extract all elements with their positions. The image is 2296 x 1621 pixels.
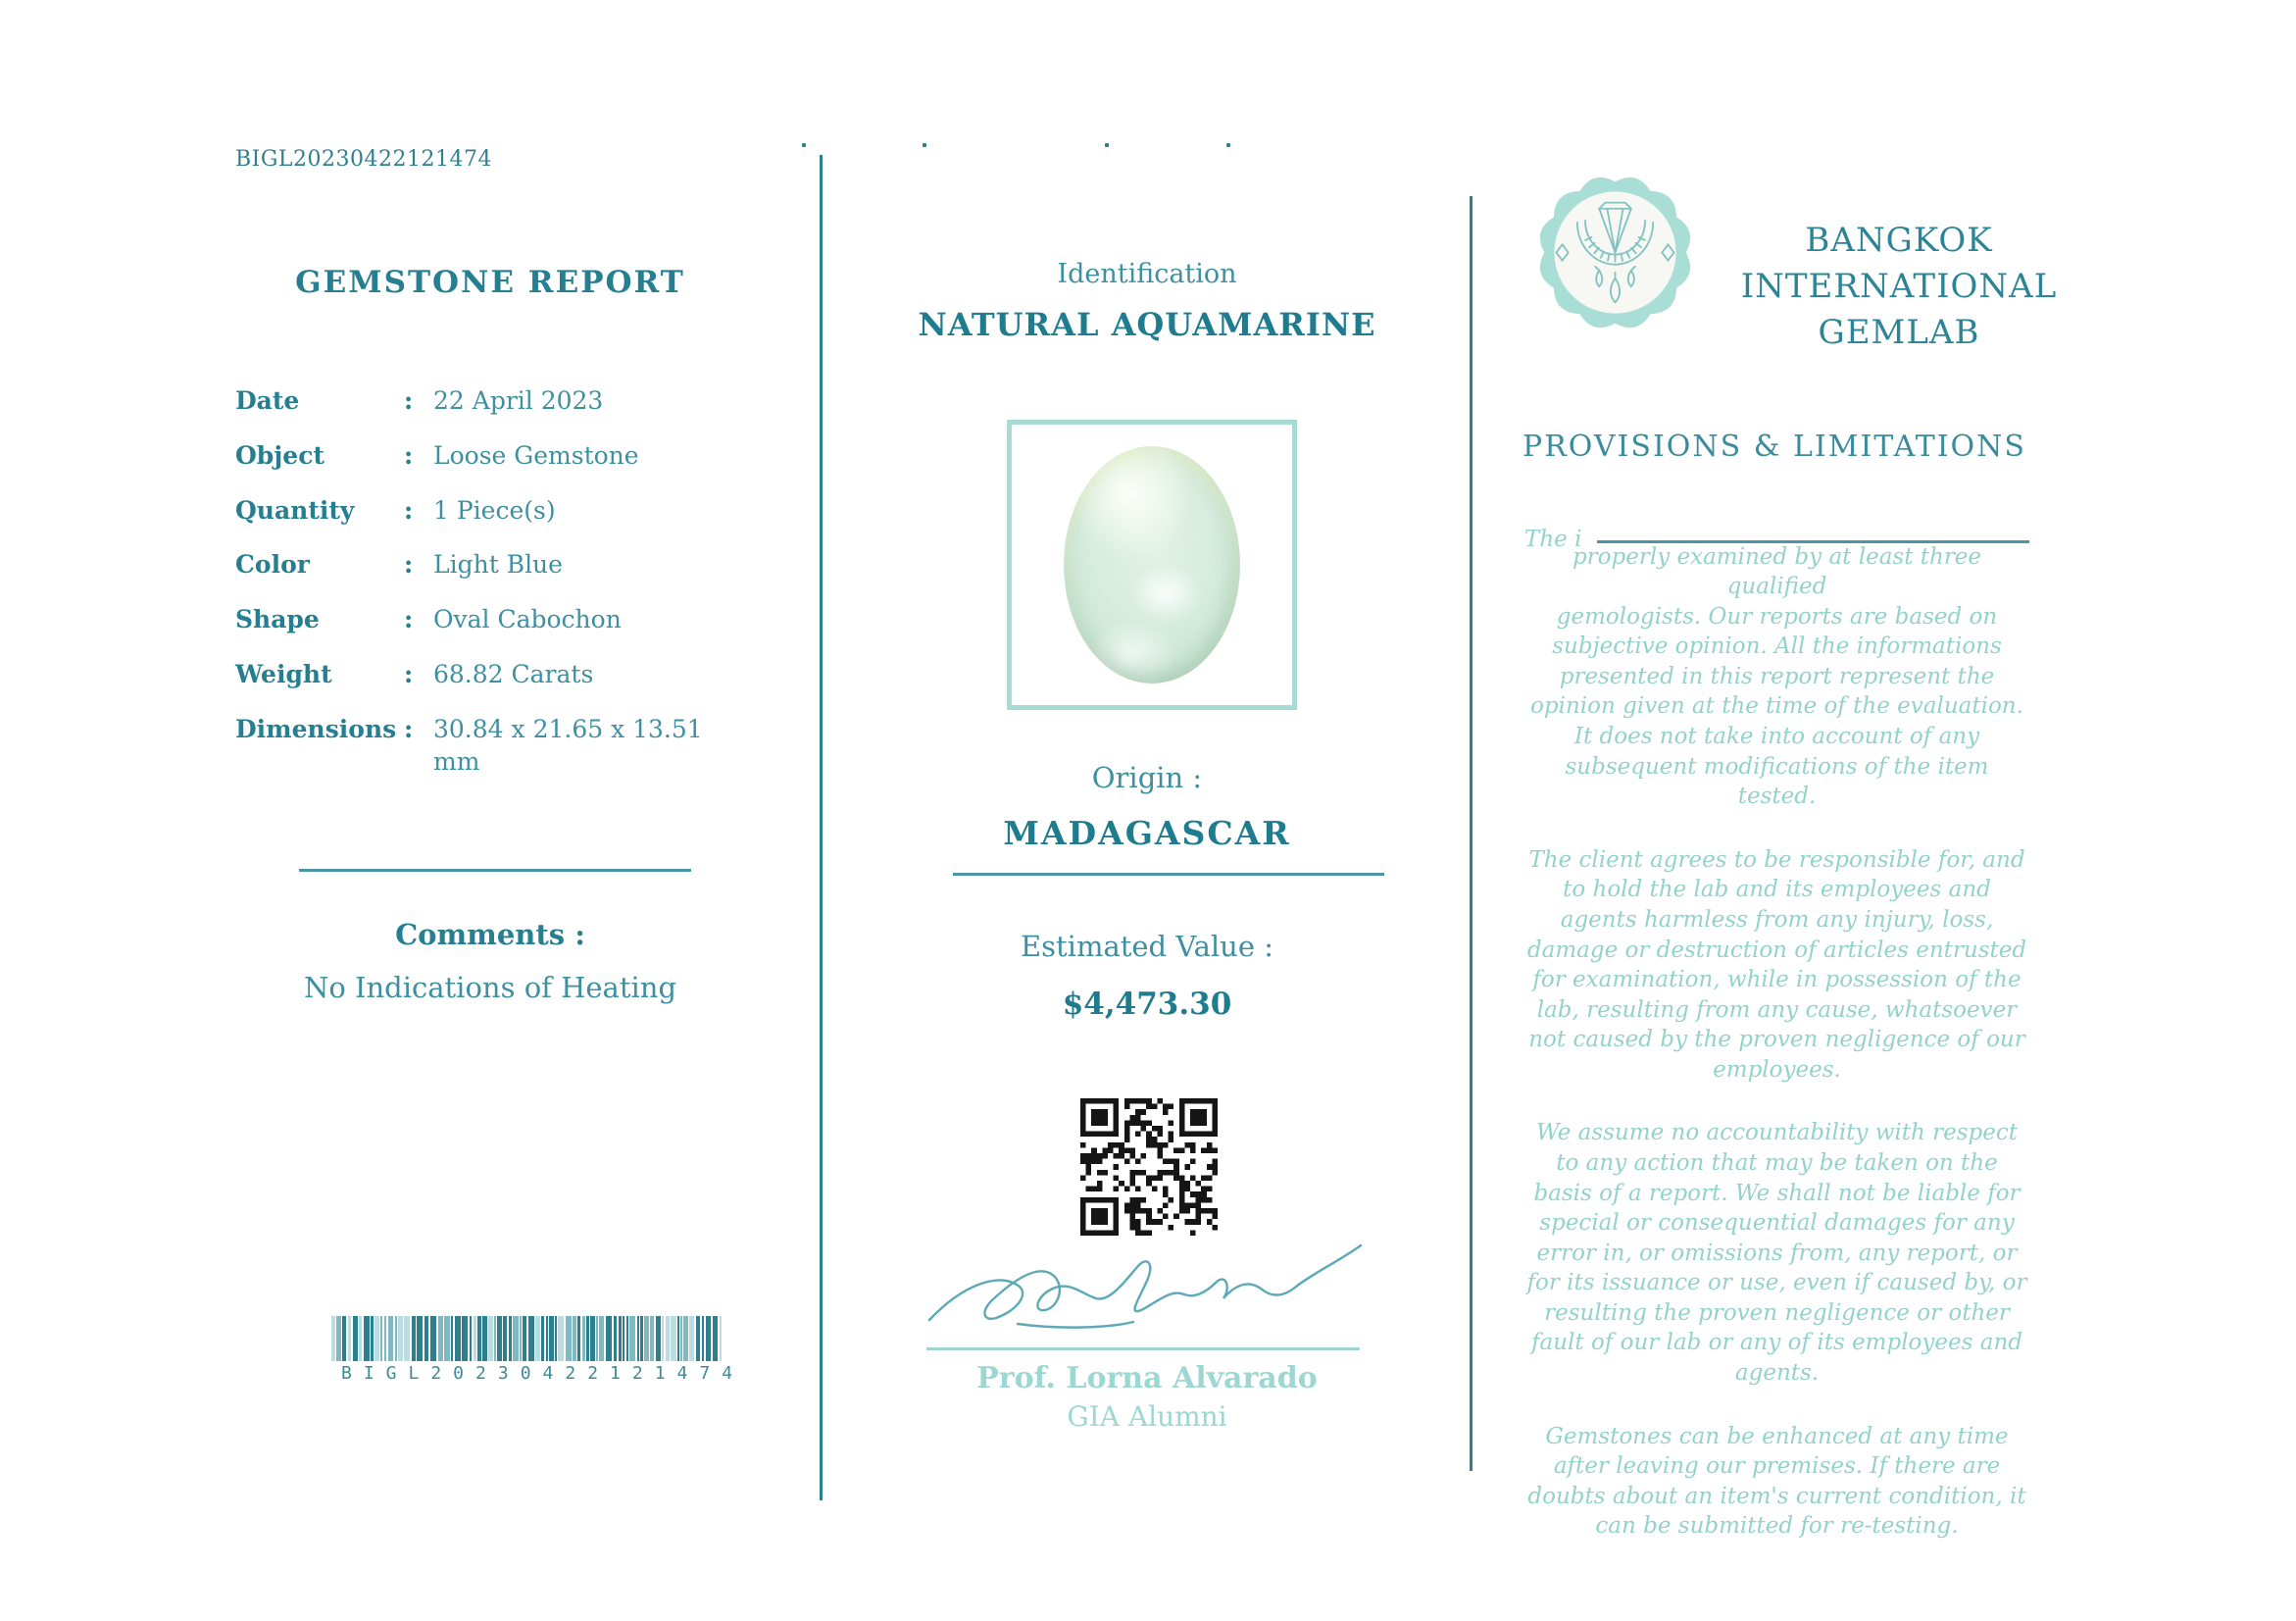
detail-label: Color	[235, 550, 310, 580]
gemlab-logo	[1529, 167, 1701, 338]
barcode-text: BIGL20230422121474	[341, 1363, 745, 1384]
barcode-bar	[497, 1316, 502, 1361]
gemstone-photo	[1064, 446, 1240, 684]
barcode-bar	[451, 1316, 453, 1361]
barcode-bar	[482, 1316, 487, 1361]
provisions-text	[1524, 525, 2029, 1575]
signature	[923, 1238, 1367, 1345]
barcode-bar	[331, 1316, 335, 1361]
detail-colon: :	[404, 495, 414, 525]
barcode-bar	[470, 1316, 472, 1361]
barcode-bar	[359, 1316, 362, 1361]
detail-label: Dimensions	[235, 714, 397, 743]
barcode-bar	[656, 1316, 661, 1361]
barcode-bar	[535, 1316, 540, 1361]
barcode-bar	[671, 1316, 676, 1361]
barcode-bar	[412, 1316, 416, 1361]
barcode-bar	[528, 1316, 534, 1361]
column-divider-left	[820, 155, 823, 1500]
barcode-bar	[573, 1316, 576, 1361]
detail-colon: :	[404, 659, 414, 688]
barcode-bar	[509, 1316, 512, 1361]
barcode-bar	[513, 1316, 519, 1361]
detail-colon: :	[404, 605, 414, 633]
barcode-bar	[577, 1316, 580, 1361]
barcode-bar	[374, 1316, 379, 1361]
barcode-bar	[371, 1316, 374, 1361]
detail-label: Weight	[235, 659, 332, 688]
barcode-bar	[599, 1316, 604, 1361]
crop-mark-dot	[923, 143, 926, 147]
signatory-title: GIA Alumni	[1067, 1400, 1227, 1433]
barcode-bar	[455, 1316, 461, 1361]
origin-divider	[953, 873, 1384, 876]
estimated-value-amount: $4,473.30	[1062, 987, 1232, 1022]
barcode-bar	[438, 1316, 443, 1361]
provision-paragraph-4: Gemstones can be enhanced at any time after leaving our premises. If there are doubts about an item's current condition, it can be submitted for re-testing.	[1527, 1423, 2026, 1540]
barcode-bar	[680, 1316, 682, 1361]
barcode-bar	[689, 1316, 694, 1361]
detail-colon: :	[404, 550, 414, 580]
barcode-bar	[348, 1316, 351, 1361]
origin-label: Origin :	[1091, 761, 1203, 794]
barcode-bar	[623, 1316, 624, 1361]
barcode-bar	[637, 1316, 639, 1361]
gemstone-photo-frame	[1007, 420, 1297, 710]
barcode-bar	[650, 1316, 654, 1361]
crop-mark-dot	[802, 143, 806, 147]
detail-colon: :	[404, 386, 414, 415]
detail-label: Object	[235, 440, 324, 470]
barcode-bar	[477, 1316, 481, 1361]
detail-value: 1 Piece(s)	[433, 495, 556, 525]
comments-heading: Comments :	[395, 918, 585, 951]
barcode-bar	[683, 1316, 688, 1361]
barcode-bar	[488, 1316, 493, 1361]
estimated-value-label: Estimated Value :	[1020, 930, 1274, 963]
provision-1-clipped-line: properly examined by at least three qualified	[1572, 543, 1982, 600]
barcode-bar	[549, 1316, 554, 1361]
signature-divider	[926, 1347, 1360, 1350]
detail-row-date	[235, 384, 745, 418]
origin-value: MADAGASCAR	[1003, 814, 1291, 852]
barcode-bar	[619, 1316, 622, 1361]
barcode-bar	[388, 1316, 393, 1361]
barcode-bar	[606, 1316, 612, 1361]
barcode	[331, 1316, 735, 1361]
detail-value: Oval Cabochon	[433, 605, 622, 633]
detail-value: 68.82 Carats	[433, 659, 594, 688]
identification-heading: Identification	[1057, 259, 1237, 289]
barcode-bar	[336, 1316, 341, 1361]
barcode-bar	[462, 1316, 468, 1361]
species-name: NATURAL AQUAMARINE	[918, 306, 1376, 343]
barcode-bar	[566, 1316, 572, 1361]
barcode-bar	[626, 1316, 628, 1361]
barcode-bar	[596, 1316, 598, 1361]
detail-colon: :	[404, 440, 414, 470]
barcode-bar	[586, 1316, 589, 1361]
provision-paragraph-1	[1524, 525, 2029, 812]
barcode-bar	[696, 1316, 700, 1361]
detail-value: 30.84 x 21.65 x 13.51 mm	[433, 714, 703, 777]
comments-divider	[299, 869, 691, 872]
detail-label: Shape	[235, 605, 320, 633]
barcode-bar	[380, 1316, 382, 1361]
barcode-bar	[666, 1316, 670, 1361]
barcode-bar	[590, 1316, 595, 1361]
barcode-bar	[520, 1316, 522, 1361]
barcode-bar	[384, 1316, 386, 1361]
provision-1-intro: The i	[1524, 527, 1582, 552]
barcode-bar	[503, 1316, 507, 1361]
detail-row-dimensions	[235, 713, 745, 780]
detail-row-weight	[235, 658, 745, 691]
comments-value: No Indications of Heating	[303, 971, 677, 1004]
barcode-bar	[582, 1316, 585, 1361]
barcode-bar	[417, 1316, 423, 1361]
detail-row-quantity	[235, 494, 745, 528]
barcode-bar	[430, 1316, 436, 1361]
barcode-bar	[713, 1316, 718, 1361]
barcode-bar	[474, 1316, 476, 1361]
column-divider-right	[1470, 196, 1472, 1471]
detail-row-object	[235, 439, 745, 473]
detail-value: Loose Gemstone	[433, 440, 639, 470]
crop-mark-dot	[1226, 143, 1230, 147]
provision-paragraph-3: We assume no accountability with respect to any action that may be taken on the basis of a report. We shall not be liable for special or consequential damages for any error in, or omissions from, any report, or for its issuance or use, even if caused by, or resulting the proven negligence or other fault of our lab or any of its employees and agents.	[1526, 1120, 2027, 1387]
lab-name: BANGKOK INTERNATIONAL GEMLAB	[1740, 221, 2058, 352]
barcode-bar	[555, 1316, 557, 1361]
barcode-bar	[629, 1316, 635, 1361]
provision-1-body: gemologists. Our reports are based on subjective opinion. All the informations presented in this report represent the opinion given at the time of the evaluation. It does not take into account of any subsequent modifications of the item tested.	[1530, 603, 2023, 810]
report-number: BIGL20230422121474	[235, 147, 492, 172]
barcode-bar	[720, 1316, 722, 1361]
barcode-bar	[662, 1316, 664, 1361]
barcode-bar	[614, 1316, 617, 1361]
barcode-bar	[677, 1316, 679, 1361]
detail-row-shape	[235, 603, 745, 636]
crop-mark-dot	[1105, 143, 1109, 147]
barcode-bar	[494, 1316, 496, 1361]
qr-code	[1080, 1098, 1218, 1236]
provision-paragraph-2: The client agrees to be responsible for, and to hold the lab and its employees and agents harmless from any injury, loss, damage or destruction of articles entrusted for examination, while in possession of the lab, resulting from any cause, whatsoever not caused by the proven negligence of our employees.	[1526, 846, 2027, 1083]
barcode-bar	[404, 1316, 410, 1361]
barcode-bar	[364, 1316, 370, 1361]
barcode-bar	[702, 1316, 704, 1361]
barcode-bar	[523, 1316, 526, 1361]
report-details	[235, 384, 745, 800]
barcode-bar	[342, 1316, 346, 1361]
barcode-bar	[546, 1316, 548, 1361]
barcode-bar	[424, 1316, 428, 1361]
detail-row-color	[235, 548, 745, 582]
barcode-bar	[541, 1316, 544, 1361]
barcode-bar	[353, 1316, 358, 1361]
barcode-bar	[395, 1316, 397, 1361]
detail-label: Quantity	[235, 495, 355, 525]
detail-label: Date	[235, 386, 300, 415]
provisions-heading: PROVISIONS & LIMITATIONS	[1522, 430, 2026, 464]
detail-colon: :	[404, 714, 414, 743]
barcode-bar	[706, 1316, 711, 1361]
report-title: GEMSTONE REPORT	[295, 265, 685, 300]
barcode-bar	[558, 1316, 564, 1361]
barcode-bar	[640, 1316, 643, 1361]
signatory-name: Prof. Lorna Alvarado	[976, 1361, 1318, 1395]
barcode-bar	[444, 1316, 450, 1361]
barcode-bar	[398, 1316, 403, 1361]
detail-value: Light Blue	[433, 550, 563, 580]
detail-value: 22 April 2023	[433, 386, 604, 415]
barcode-bar	[644, 1316, 649, 1361]
